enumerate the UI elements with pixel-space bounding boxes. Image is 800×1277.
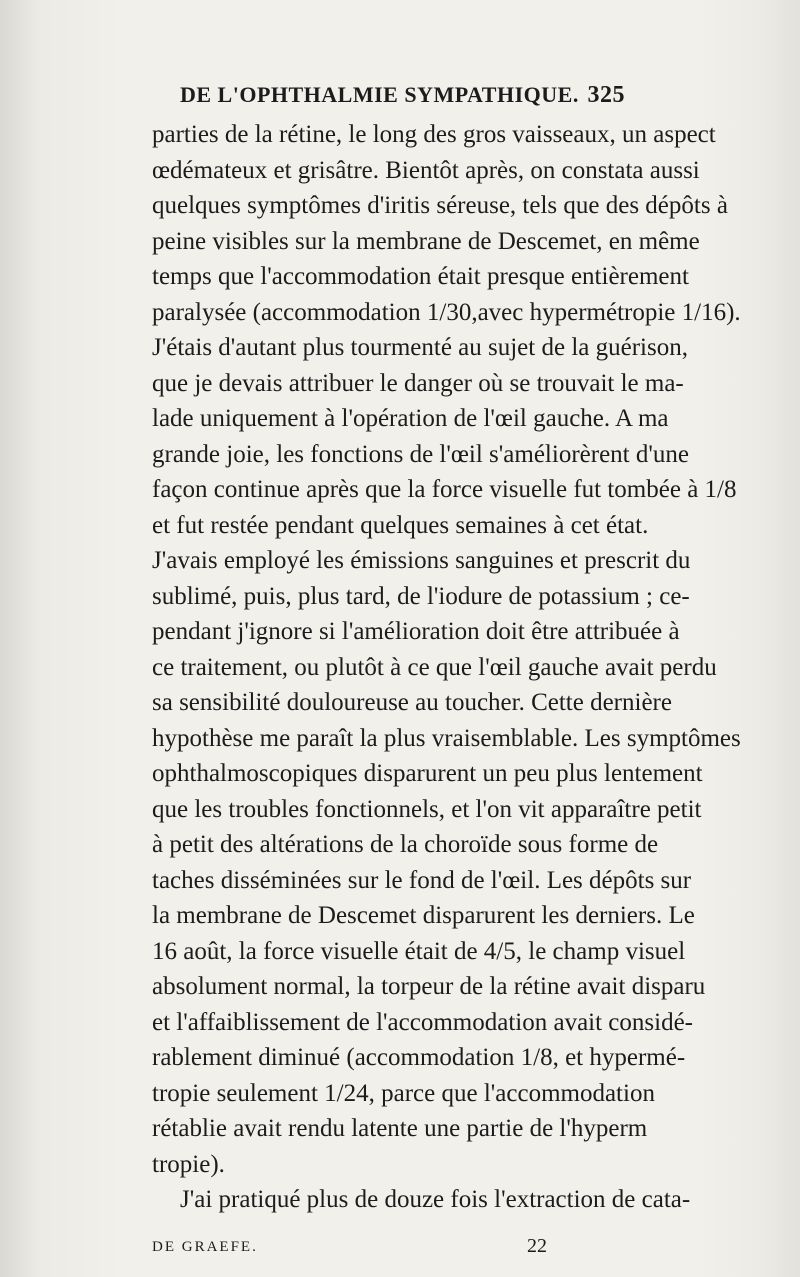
page-footer [152,1235,572,1259]
text-line: ce traitement, ou plutôt à ce que l'œil gauche avait perdu [152,653,717,681]
text-line: œdémateux et grisâtre. Bientôt après, on constata aussi [152,156,700,184]
text-line: tropie). [152,1150,225,1178]
text-line: rétablie avait rendu latente une partie de l'hyperm [152,1115,648,1142]
text-line: tropie seulement 1/24, parce que l'accommodation [152,1079,655,1107]
text-line: parties de la rétine, le long des gros vaisseaux, un aspect [152,121,716,148]
text-line: peine visibles sur la membrane de Descemet, en même [152,227,700,255]
text-line: et l'affaiblissement de l'accommodation avait considé- [152,1008,694,1036]
text-line: façon continue après que la force visuelle fut tombée à 1/8 [152,476,737,503]
text-line: grande joie, les fonctions de l'œil s'améliorèrent d'une [152,440,689,468]
text-line: et fut restée pendant quelques semaines à cet état. [152,511,649,539]
text-line: quelques symptômes d'iritis séreuse, tels que des dépôts à [152,192,728,219]
text-line: rablement diminué (accommodation 1/8, et hypermé- [152,1044,686,1071]
page-number: 325 [587,82,625,108]
text-line: absolument normal, la torpeur de la rétine avait disparu [152,973,706,1000]
running-head [180,82,625,110]
text-line: paralysée (accommodation 1/30,avec hypermétropie 1/16). [152,298,741,326]
text-line: J'avais employé les émissions sanguines et prescrit du [152,547,691,574]
text-line: ophthalmoscopiques disparurent un peu plus lentement [152,760,703,787]
text-line: 16 août, la force visuelle était de 4/5, le champ visuel [152,937,686,965]
text-line: temps que l'accommodation était presque entièrement [152,263,689,290]
text-line: J'étais d'autant plus tourmenté au sujet de la guérison, [152,334,688,361]
text-line: lade uniquement à l'opération de l'œil gauche. A ma [152,405,669,432]
signature-mark: 22 [527,1235,547,1257]
running-title: DE L'OPHTHALMIE SYMPATHIQUE. [180,82,579,107]
text-line: la membrane de Descemet disparurent les derniers. Le [152,902,695,929]
paragraph-start-line: J'ai pratiqué plus de douze fois l'extraction de cata- [180,1186,691,1213]
printer-signature: DE GRAEFE. [152,1239,258,1255]
text-line: que je devais attribuer le danger où se trouvait le ma- [152,369,684,397]
text-line: que les troubles fonctionnels, et l'on vit apparaître petit [152,795,702,823]
body-text [152,117,741,1218]
text-line: à petit des altérations de la choroïde sous forme de [152,831,659,858]
text-line: sa sensibilité douloureuse au toucher. Cette dernière [152,689,672,716]
text-line: sublimé, puis, plus tard, de l'iodure de potassium ; ce- [152,582,690,610]
text-line: hypothèse me paraît la plus vraisemblable. Les symptômes [152,724,741,752]
text-line: pendant j'ignore si l'amélioration doit être attribuée à [152,618,680,645]
text-line: taches disséminées sur le fond de l'œil. Les dépôts sur [152,866,692,894]
